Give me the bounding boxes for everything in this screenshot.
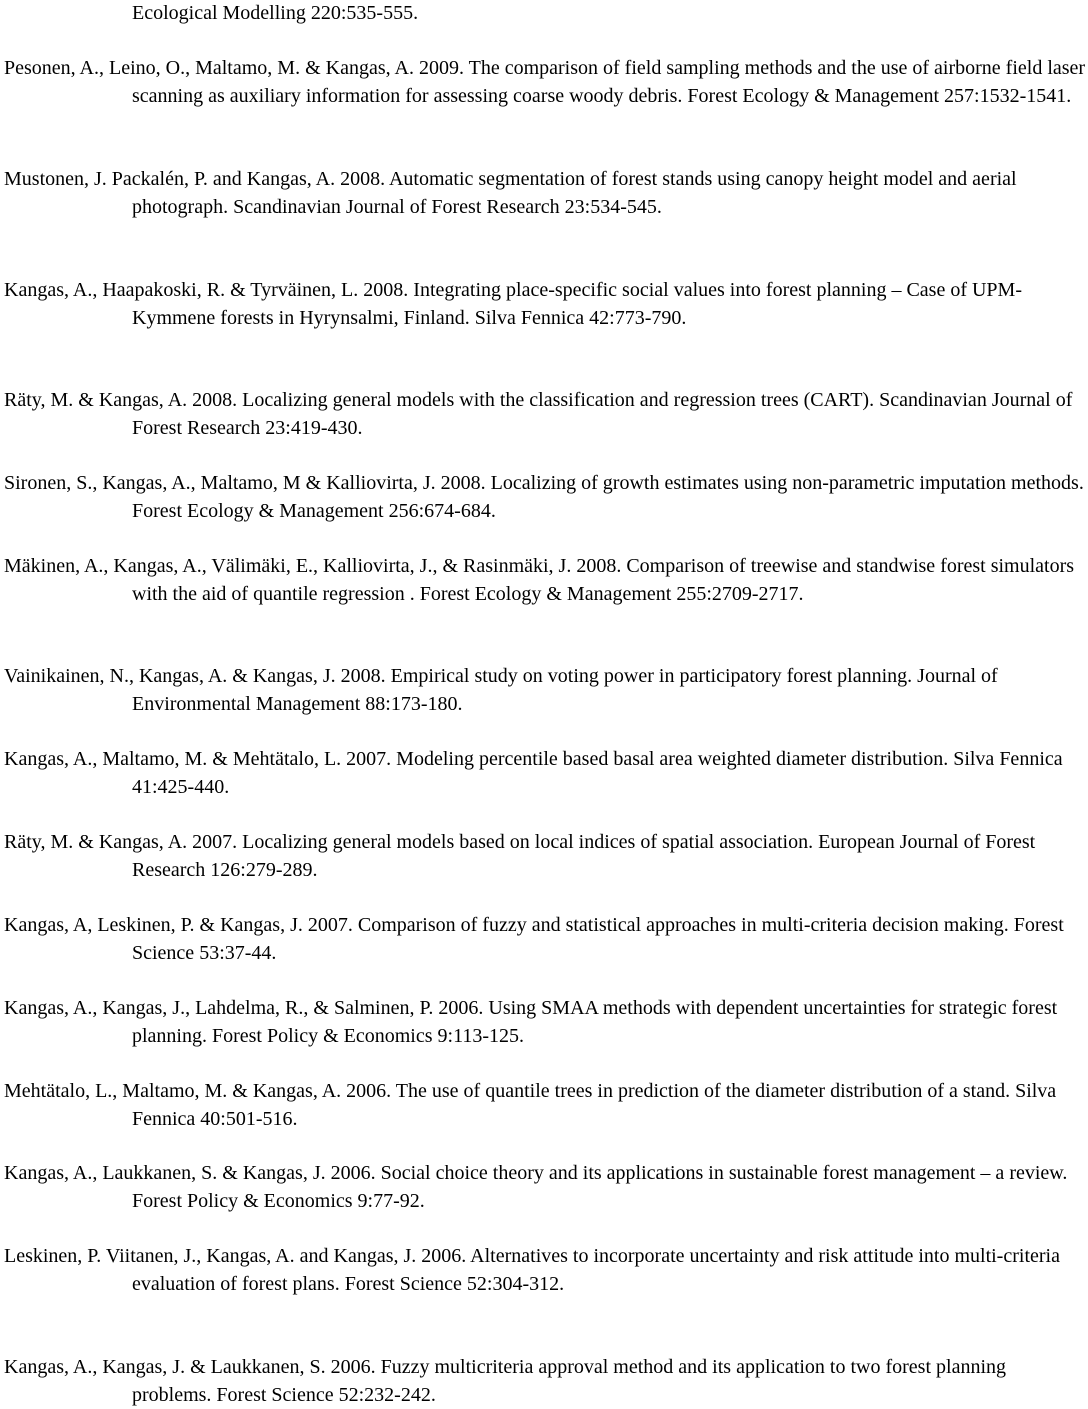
reference-entry: Mehtätalo, L., Maltamo, M. & Kangas, A. 2006. The use of quantile trees in prediction of the diameter distribution of a stand. Silva Fennica 40:501-516. <box>4 1080 1057 1130</box>
reference-entry: Pesonen, A., Leino, O., Maltamo, M. & Kangas, A. 2009. The comparison of field sampling methods and the use of airborne field laser scanning as auxiliary information for assessing coarse woody debris. Forest Ecology & Management 257:1532-1541. <box>4 57 1086 107</box>
reference-entry: Räty, M. & Kangas, A. 2008. Localizing general models with the classification and regression trees (CART). Scandinavian Journal of Forest Research 23:419-430. <box>4 389 1073 439</box>
reference-entry: Leskinen, P. Viitanen, J., Kangas, A. and Kangas, J. 2006. Alternatives to incorporate uncertainty and risk attitude into multi-criteria evaluation of forest plans. Forest Science 52:304-312. <box>4 1245 1060 1295</box>
reference-entry: Kangas, A., Laukkanen, S. & Kangas, J. 2006. Social choice theory and its applications in sustainable forest management – a review. Forest Policy & Economics 9:77-92. <box>4 1162 1068 1212</box>
reference-entry: Kangas, A., Kangas, J. & Laukkanen, S. 2006. Fuzzy multicriteria approval method and its application to two forest planning problems. Forest Science 52:232-242. <box>4 1356 1007 1406</box>
reference-entry: Kangas, A, Leskinen, P. & Kangas, J. 2007. Comparison of fuzzy and statistical approaches in multi-criteria decision making. Forest Science 53:37-44. <box>4 914 1064 964</box>
reference-entry: Vainikainen, N., Kangas, A. & Kangas, J. 2008. Empirical study on voting power in participatory forest planning. Journal of Environmental Management 88:173-180. <box>4 665 998 715</box>
reference-entry: Kangas, A., Kangas, J., Lahdelma, R., & Salminen, P. 2006. Using SMAA methods with dependent uncertainties for strategic forest planning. Forest Policy & Economics 9:113-125. <box>4 997 1058 1047</box>
reference-entry: Mustonen, J. Packalén, P. and Kangas, A. 2008. Automatic segmentation of forest stands using canopy height model and aerial photograph. Scandinavian Journal of Forest Research 23:534-545. <box>4 168 1017 218</box>
reference-entry: Sironen, S., Kangas, A., Maltamo, M & Kalliovirta, J. 2008. Localizing of growth estimates using non-parametric imputation methods. Forest Ecology & Management 256:674-684. <box>4 472 1084 522</box>
reference-entry: Räty, M. & Kangas, A. 2007. Localizing general models based on local indices of spatial association. European Journal of Forest Research 126:279-289. <box>4 831 1036 881</box>
reference-entry: Kangas, A., Maltamo, M. & Mehtätalo, L. 2007. Modeling percentile based basal area weighted diameter distribution. Silva Fennica 41:425-440. <box>4 748 1063 798</box>
reference-entry-continuation: Ecological Modelling 220:535-555. <box>132 2 419 24</box>
reference-entry: Kangas, A., Haapakoski, R. & Tyrväinen, L. 2008. Integrating place-specific social values into forest planning – Case of UPM-Kymmene forests in Hyrynsalmi, Finland. Silva Fennica 42:773-790. <box>4 279 1022 329</box>
reference-entry: Mäkinen, A., Kangas, A., Välimäki, E., Kalliovirta, J., & Rasinmäki, J. 2008. Comparison of treewise and standwise forest simulators with the aid of quantile regression . Forest Ecology & Management 255:2709-2717. <box>4 555 1075 605</box>
